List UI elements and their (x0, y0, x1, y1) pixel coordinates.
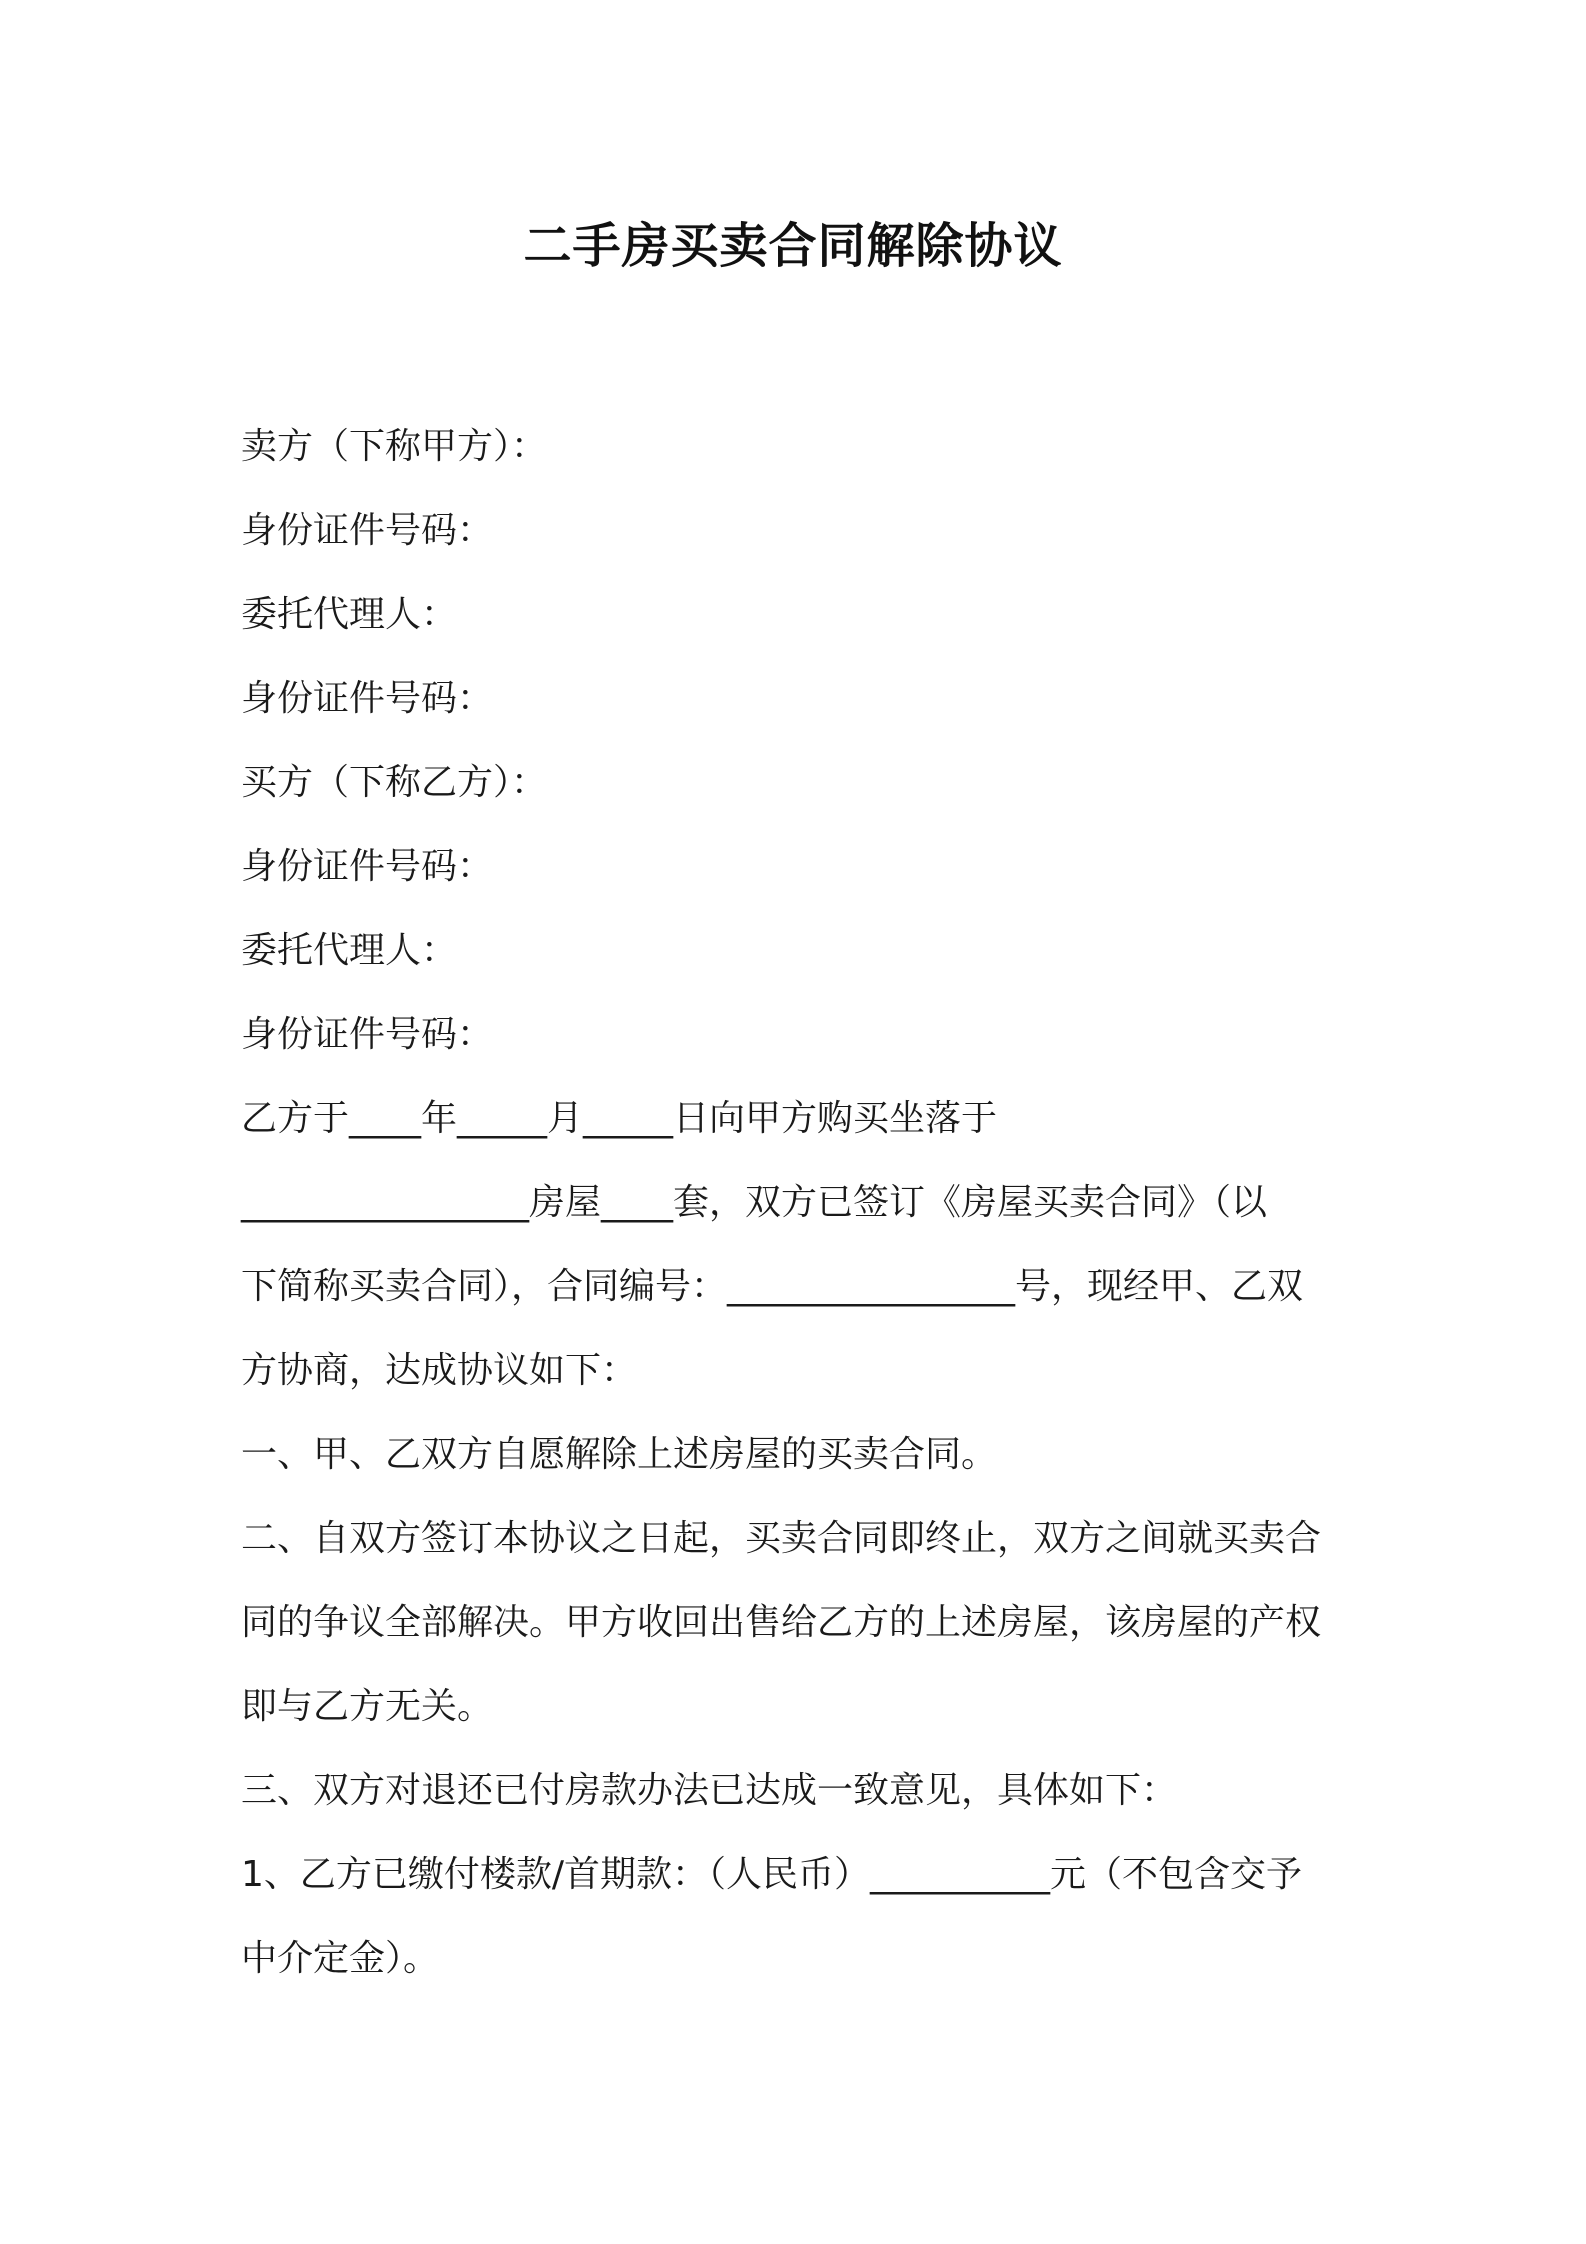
seller-line: 卖方（下称甲方）： (241, 426, 548, 467)
buyer-agent-id-line: 身份证件号码： (241, 1014, 494, 1055)
document-body (241, 405, 1361, 2001)
seller-id-line: 身份证件号码： (241, 510, 494, 551)
paragraph-line: ________________房屋____套，双方已签订《房屋买卖合同》（以 (241, 1182, 1268, 1223)
clause-line: 一、甲、乙双方自愿解除上述房屋的买卖合同。 (241, 1434, 998, 1475)
buyer-agent-line: 委托代理人： (241, 930, 458, 971)
clause-line: 二、自双方签订本协议之日起，买卖合同即终止，双方之间就买卖合 (241, 1518, 1322, 1559)
clause-line: 中介定金）。 (241, 1938, 440, 1979)
paragraph-line: 乙方于____年_____月_____日向甲方购买坐落于 (241, 1098, 998, 1139)
paragraph-line: 方协商，达成协议如下： (241, 1350, 638, 1391)
clause-line: 三、双方对退还已付房款办法已达成一致意见，具体如下： (241, 1770, 1178, 1811)
clause-line: 同的争议全部解决。甲方收回出售给乙方的上述房屋，该房屋的产权 (241, 1602, 1322, 1643)
buyer-line: 买方（下称乙方）： (241, 762, 548, 803)
seller-agent-line: 委托代理人： (241, 594, 458, 635)
clause-line: 即与乙方无关。 (241, 1686, 494, 1727)
document-title: 二手房买卖合同解除协议 (523, 218, 1063, 274)
paragraph-line: 下简称买卖合同），合同编号：________________号，现经甲、乙双 (241, 1266, 1304, 1307)
clause-line: 1、乙方已缴付楼款/首期款：（人民币）__________元（不包含交予 (241, 1854, 1303, 1895)
seller-agent-id-line: 身份证件号码： (241, 678, 494, 719)
buyer-id-line: 身份证件号码： (241, 846, 494, 887)
